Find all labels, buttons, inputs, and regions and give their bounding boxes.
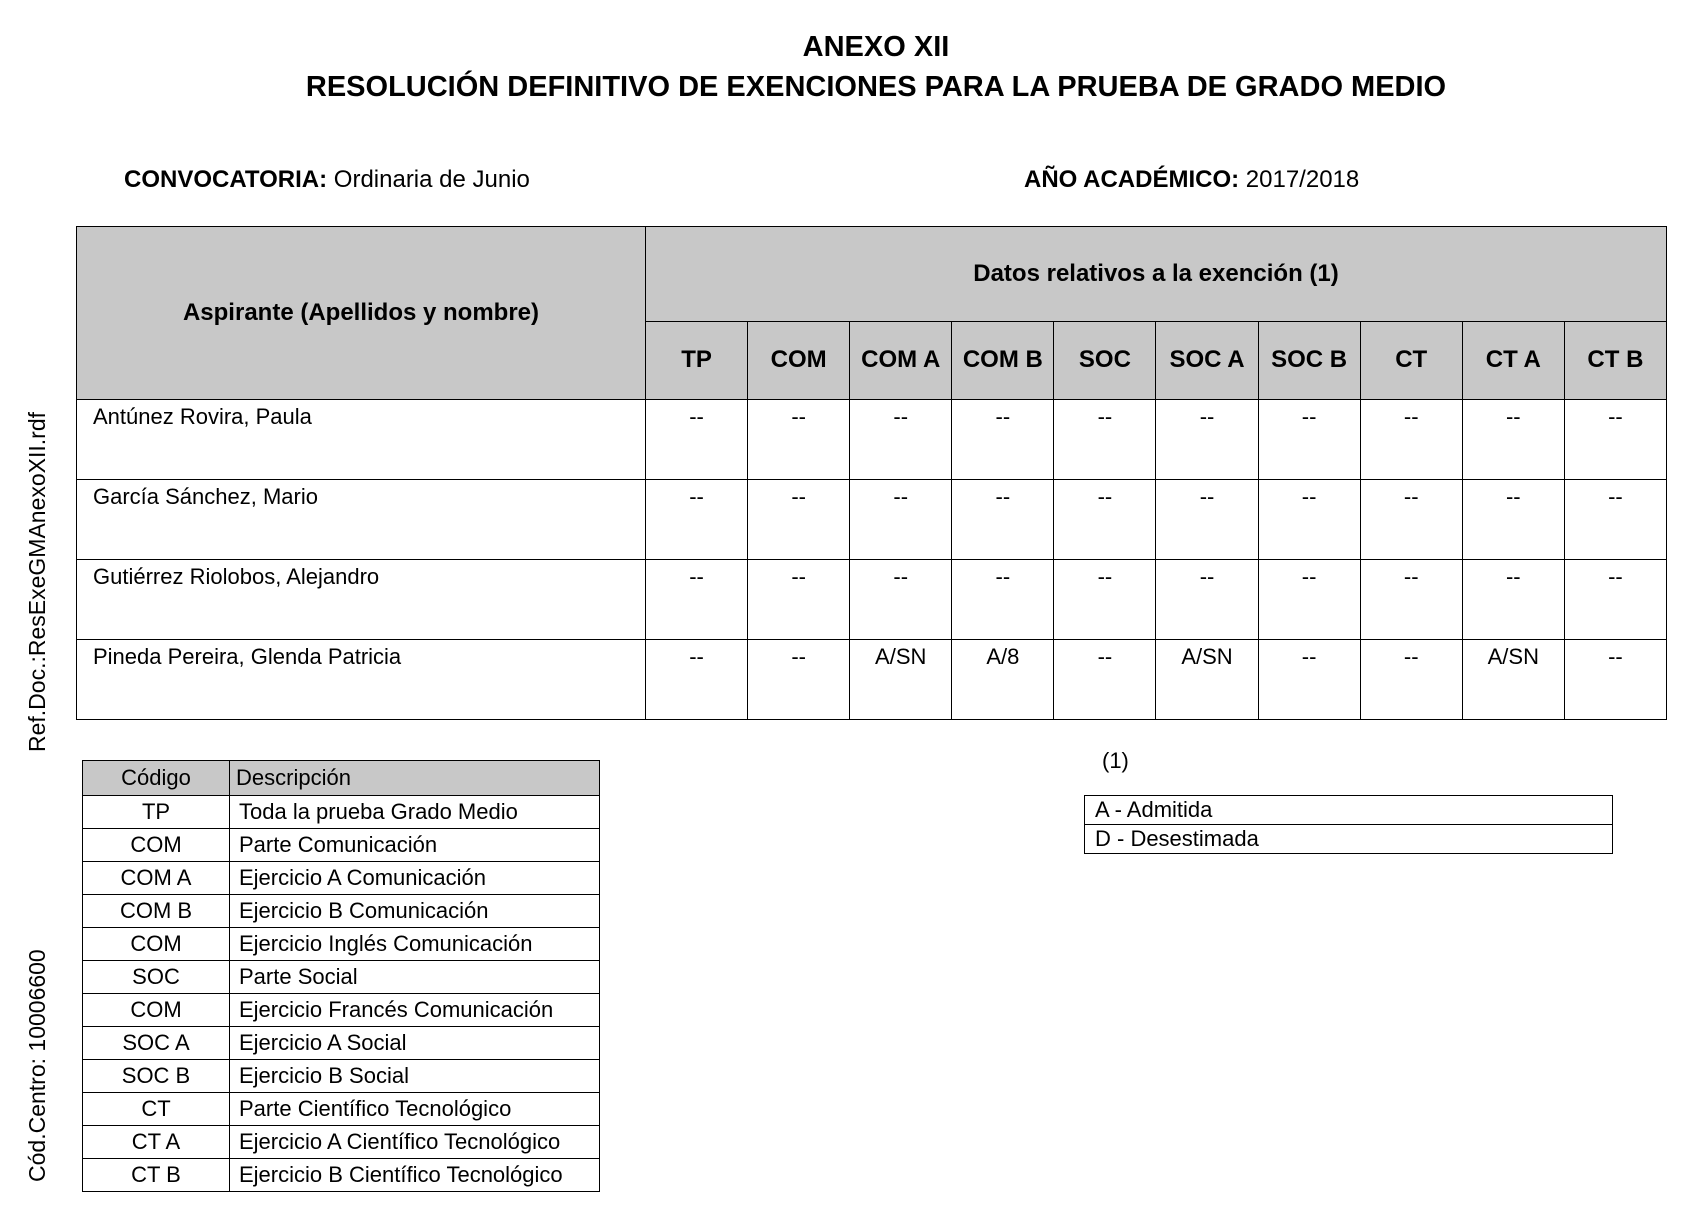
code-cell: SOC A xyxy=(83,1027,230,1060)
exemption-cell: -- xyxy=(646,640,748,720)
column-header: SOC xyxy=(1054,321,1156,399)
exemption-cell: A/SN xyxy=(850,640,952,720)
exemption-cell: -- xyxy=(850,400,952,480)
note-label: (1) xyxy=(1102,748,1129,773)
exemption-cell: A/SN xyxy=(1156,640,1258,720)
exemption-cell: -- xyxy=(850,560,952,640)
anio-academico-value: 2017/2018 xyxy=(1245,166,1360,193)
column-header: COM xyxy=(748,321,850,399)
document-subtitle: RESOLUCIÓN DEFINITIVO DE EXENCIONES PARA LA PRUEBA DE GRADO MEDIO xyxy=(305,71,1447,103)
description-cell: Ejercicio A Comunicación xyxy=(230,862,600,895)
exemption-cell: -- xyxy=(1360,640,1462,720)
code-row xyxy=(83,1126,600,1159)
code-cell: SOC xyxy=(83,961,230,994)
code-cell: COM B xyxy=(83,895,230,928)
exemption-cell: -- xyxy=(1360,480,1462,560)
aspirante-name: Gutiérrez Riolobos, Alejandro xyxy=(77,560,646,640)
codes-legend-table xyxy=(82,760,600,1192)
description-cell: Ejercicio Francés Comunicación xyxy=(230,994,600,1027)
exemption-cell: -- xyxy=(1564,480,1666,560)
legend-item: A - Admitida xyxy=(1085,796,1613,825)
exemption-cell: -- xyxy=(1462,400,1564,480)
status-legend-table xyxy=(1084,795,1613,854)
descripcion-header: Descripción xyxy=(230,761,600,796)
column-header: SOC A xyxy=(1156,321,1258,399)
exemption-cell: A/8 xyxy=(952,640,1054,720)
code-cell: COM xyxy=(83,994,230,1027)
column-header: CT xyxy=(1360,321,1462,399)
exemption-cell: -- xyxy=(1360,400,1462,480)
exemption-cell: -- xyxy=(1360,560,1462,640)
codigo-header: Código xyxy=(83,761,230,796)
description-cell: Toda la prueba Grado Medio xyxy=(230,796,600,829)
aspirante-header: Aspirante (Apellidos y nombre) xyxy=(77,227,646,400)
table-row xyxy=(77,480,1667,560)
exemption-cell: -- xyxy=(1156,480,1258,560)
description-cell: Ejercicio A Social xyxy=(230,1027,600,1060)
code-cell: COM xyxy=(83,928,230,961)
exemptions-table xyxy=(76,226,1667,720)
column-header: SOC B xyxy=(1258,321,1360,399)
exemption-cell: -- xyxy=(646,400,748,480)
code-row xyxy=(83,1027,600,1060)
code-row xyxy=(83,1159,600,1192)
convocatoria xyxy=(124,166,530,194)
exemption-cell: A/SN xyxy=(1462,640,1564,720)
description-cell: Ejercicio Inglés Comunicación xyxy=(230,928,600,961)
anio-academico xyxy=(1024,166,1359,194)
exemption-cell: -- xyxy=(952,480,1054,560)
exemption-cell: -- xyxy=(748,640,850,720)
code-row xyxy=(83,961,600,994)
exemption-cell: -- xyxy=(1258,400,1360,480)
description-cell: Ejercicio B Social xyxy=(230,1060,600,1093)
code-row xyxy=(83,895,600,928)
code-cell: COM xyxy=(83,829,230,862)
legend-row xyxy=(1085,796,1613,825)
header-row-top xyxy=(77,227,1667,322)
codes-header-row xyxy=(83,761,600,796)
description-cell: Parte Comunicación xyxy=(230,829,600,862)
exemption-cell: -- xyxy=(1258,480,1360,560)
code-row xyxy=(83,1060,600,1093)
exemption-cell: -- xyxy=(1054,400,1156,480)
exemption-cell: -- xyxy=(1462,560,1564,640)
exemption-cell: -- xyxy=(1258,560,1360,640)
table-row xyxy=(77,560,1667,640)
code-row xyxy=(83,928,600,961)
exemption-cell: -- xyxy=(850,480,952,560)
table-row xyxy=(77,640,1667,720)
description-cell: Ejercicio B Comunicación xyxy=(230,895,600,928)
code-row xyxy=(83,862,600,895)
exemption-cell: -- xyxy=(1054,640,1156,720)
exemption-cell: -- xyxy=(1564,640,1666,720)
exemption-cell: -- xyxy=(1462,480,1564,560)
convocatoria-value: Ordinaria de Junio xyxy=(333,166,530,193)
column-header: CT A xyxy=(1462,321,1564,399)
legend-row xyxy=(1085,825,1613,854)
code-cell: CT B xyxy=(83,1159,230,1192)
datos-exencion-header: Datos relativos a la exención (1) xyxy=(646,227,1667,322)
exemption-cell: -- xyxy=(1054,560,1156,640)
exemption-cell: -- xyxy=(1156,400,1258,480)
description-cell: Ejercicio B Científico Tecnológico xyxy=(230,1159,600,1192)
code-cell: CT xyxy=(83,1093,230,1126)
column-header: TP xyxy=(646,321,748,399)
code-cell: SOC B xyxy=(83,1060,230,1093)
code-row xyxy=(83,994,600,1027)
exemption-cell: -- xyxy=(1258,640,1360,720)
code-cell: COM A xyxy=(83,862,230,895)
exemption-cell: -- xyxy=(1564,400,1666,480)
exemption-cell: -- xyxy=(748,480,850,560)
exemption-cell: -- xyxy=(1054,480,1156,560)
aspirante-name: García Sánchez, Mario xyxy=(77,480,646,560)
exemption-cell: -- xyxy=(1564,560,1666,640)
exemption-cell: -- xyxy=(646,560,748,640)
code-cell: CT A xyxy=(83,1126,230,1159)
code-row xyxy=(83,1093,600,1126)
description-cell: Parte Social xyxy=(230,961,600,994)
code-row xyxy=(83,796,600,829)
legend-item: D - Desestimada xyxy=(1085,825,1613,854)
code-row xyxy=(83,829,600,862)
exemption-cell: -- xyxy=(952,560,1054,640)
cod-centro-label: Cód.Centro: 10006600 xyxy=(24,949,50,1182)
exemption-cell: -- xyxy=(1156,560,1258,640)
code-cell: TP xyxy=(83,796,230,829)
description-cell: Ejercicio A Científico Tecnológico xyxy=(230,1126,600,1159)
exemption-cell: -- xyxy=(952,400,1054,480)
document-title: ANEXO XII xyxy=(802,31,950,63)
column-header: COM A xyxy=(850,321,952,399)
exemption-cell: -- xyxy=(748,560,850,640)
table-row xyxy=(77,400,1667,480)
convocatoria-label: CONVOCATORIA: xyxy=(124,166,328,193)
description-cell: Parte Científico Tecnológico xyxy=(230,1093,600,1126)
aspirante-name: Antúnez Rovira, Paula xyxy=(77,400,646,480)
column-header: CT B xyxy=(1564,321,1666,399)
exemption-cell: -- xyxy=(646,480,748,560)
exemption-cell: -- xyxy=(748,400,850,480)
anio-academico-label: AÑO ACADÉMICO: xyxy=(1024,166,1240,193)
ref-doc-label: Ref.Doc.:ResExeGMAnexoXII.rdf xyxy=(24,411,50,752)
column-header: COM B xyxy=(952,321,1054,399)
aspirante-name: Pineda Pereira, Glenda Patricia xyxy=(77,640,646,720)
